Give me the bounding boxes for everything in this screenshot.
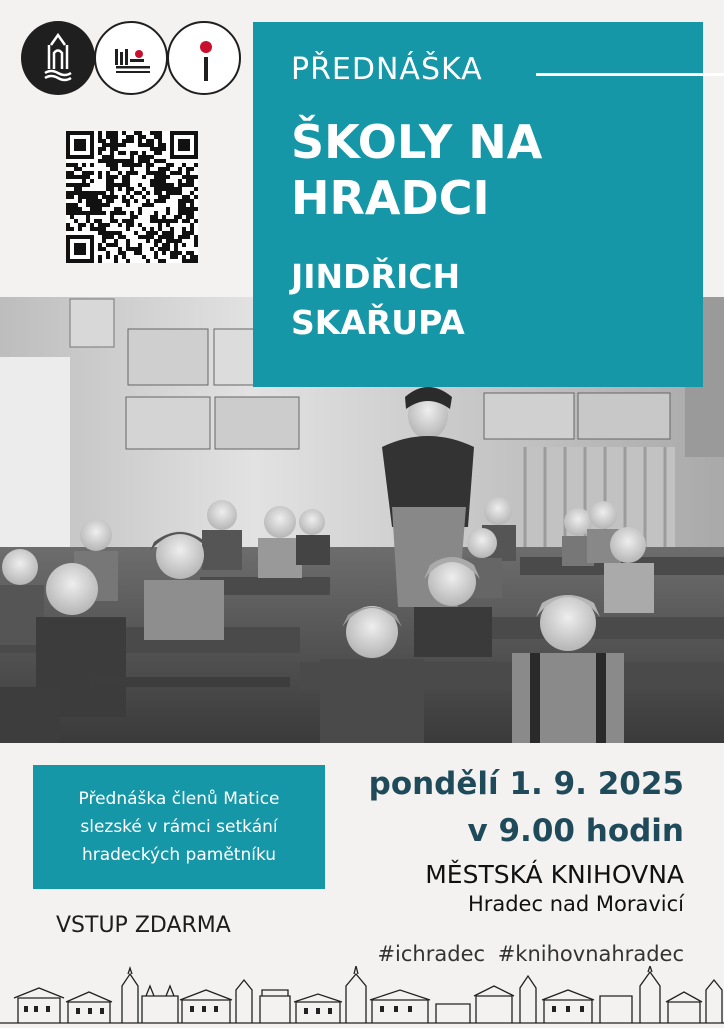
info-logo-icon <box>167 21 241 95</box>
library-logo-icon <box>94 21 168 95</box>
title-panel <box>253 22 703 387</box>
speaker-name <box>291 254 671 346</box>
event-town: Hradec nad Moravicí <box>467 892 684 916</box>
hashtags: #ichradec #knihovnahradec <box>377 942 684 966</box>
lecture-title-line2: HRADCI <box>291 171 490 225</box>
title-divider <box>536 73 724 76</box>
lecture-title <box>291 114 691 226</box>
info-line1: Přednáška členů Matice <box>78 789 280 809</box>
speaker-first-name: JINDŘICH <box>291 257 461 296</box>
event-type-label: PŘEDNÁŠKA <box>291 52 483 87</box>
free-entry-label: VSTUP ZDARMA <box>56 913 231 938</box>
castle-logo-icon <box>21 21 95 95</box>
event-venue: MĚSTSKÁ KNIHOVNA <box>425 860 684 889</box>
town-skyline <box>0 966 724 1024</box>
lecture-title-line1: ŠKOLY NA <box>291 115 543 169</box>
info-line3: hradeckých pamětníku <box>81 845 277 865</box>
event-time: v 9.00 hodin <box>467 813 684 849</box>
info-text <box>44 785 314 869</box>
speaker-last-name: SKAŘUPA <box>291 303 465 342</box>
qr-code[interactable] <box>66 131 198 263</box>
info-line2: slezské v rámci setkání <box>80 817 278 837</box>
event-date: pondělí 1. 9. 2025 <box>368 766 684 802</box>
info-panel <box>33 765 325 889</box>
